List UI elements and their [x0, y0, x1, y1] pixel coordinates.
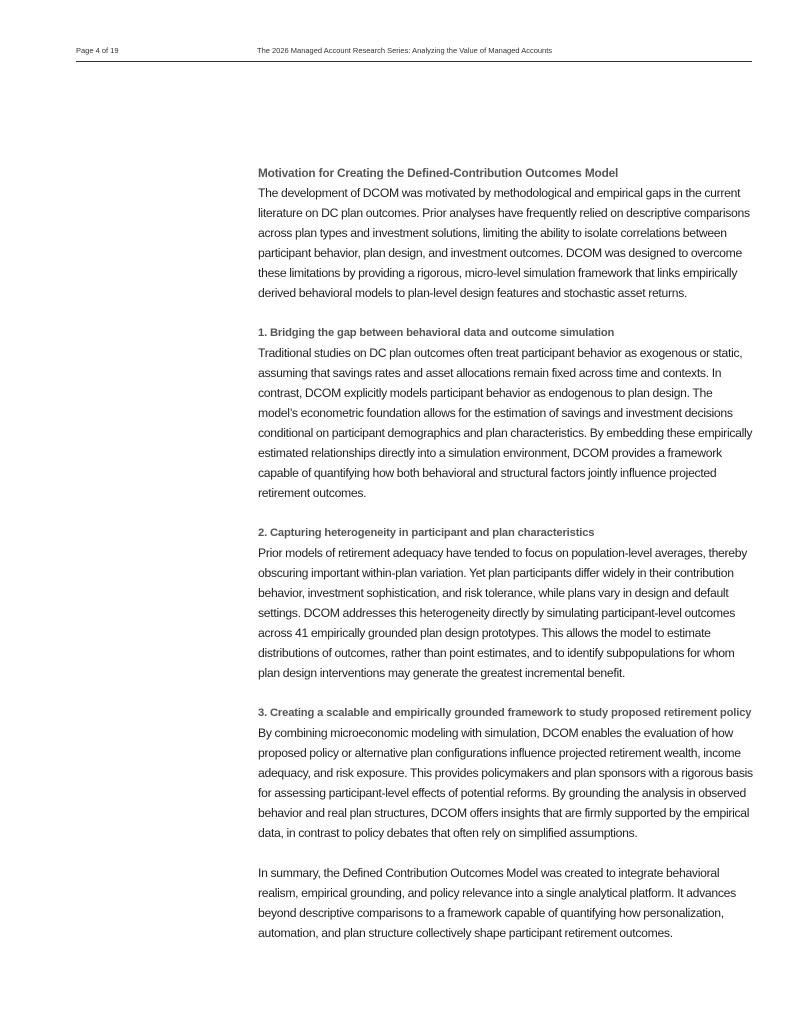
section-paragraph: By combining microeconomic modeling with simulation, DCOM enables the evaluation of how proposed policy or alternative plan configurations influence projected retirement wealth, income adequacy, and risk exposure. This provides policymakers and plan sponsors with a rigorous basis for assessing participant-level effects of potential reforms. By grounding the analysis in observed behavior and real plan structures, DCOM offers insights that are firmly supported by the empirical data, in contrast to policy debates that often rely on simplified assumptions.: [258, 726, 753, 840]
section-paragraph: Prior models of retirement adequacy have tended to focus on population-level averages, thereby obscuring important within-plan variation. Yet plan participants differ widely in their contribution behavior, investment sophistication, and risk tolerance, while plans vary in design and default settings. DCOM addresses this heterogeneity directly by simulating participant-level outcomes across 41 empirically grounded plan design prototypes. This allows the model to estimate distributions of outcomes, rather than point estimates, and to identify subpopulations for whom plan design interventions may generate the greatest incremental benefit.: [258, 546, 748, 680]
section-summary: [258, 863, 754, 943]
section-heading: 3. Creating a scalable and empirically grounded framework to study proposed retirement policy: [258, 707, 752, 719]
section-heterogeneity: [258, 523, 754, 683]
section-policy-framework: [258, 703, 754, 843]
section-heading: Motivation for Creating the Defined-Contribution Outcomes Model: [258, 166, 619, 180]
section-heading: 2. Capturing heterogeneity in participant and plan characteristics: [258, 527, 595, 539]
section-motivation: [258, 163, 754, 303]
section-paragraph: Traditional studies on DC plan outcomes often treat participant behavior as exogenous or static, assuming that savings rates and asset allocations remain fixed across time and contexts. In contrast, DCOM explicitly models participant behavior as endogenous to plan design. The model’s econometric foundation allows for the estimation of savings and investment decisions conditional on participant demographics and plan characteristics. By embedding these empirically estimated relationships directly into a simulation environment, DCOM provides a framework capable of quantifying how both behavioral and structural factors jointly influence projected retirement outcomes.: [258, 346, 753, 500]
section-heading: 1. Bridging the gap between behavioral data and outcome simulation: [258, 327, 615, 339]
summary-paragraph: In summary, the Defined Contribution Outcomes Model was created to integrate behavioral realism, empirical grounding, and policy relevance into a single analytical platform. It advances beyond descriptive comparisons to a framework capable of quantifying how personalization, automation, and plan structure collectively shape participant retirement outcomes.: [258, 866, 736, 940]
series-title: The 2026 Managed Account Research Series: Analyzing the Value of Managed Accounts: [257, 46, 553, 55]
document-body: [258, 163, 754, 963]
page-number: Page 4 of 19: [76, 46, 119, 55]
section-bridging-gap: [258, 323, 754, 503]
section-paragraph: The development of DCOM was motivated by methodological and empirical gaps in the current literature on DC plan outcomes. Prior analyses have frequently relied on descriptive comparisons across plan types and investment solutions, limiting the ability to isolate correlations between participant behavior, plan design, and investment outcomes. DCOM was designed to overcome these limitations by providing a rigorous, micro-level simulation framework that links empirically derived behavioral models to plan-level design features and stochastic asset returns.: [258, 186, 750, 300]
page-header: [76, 44, 752, 62]
